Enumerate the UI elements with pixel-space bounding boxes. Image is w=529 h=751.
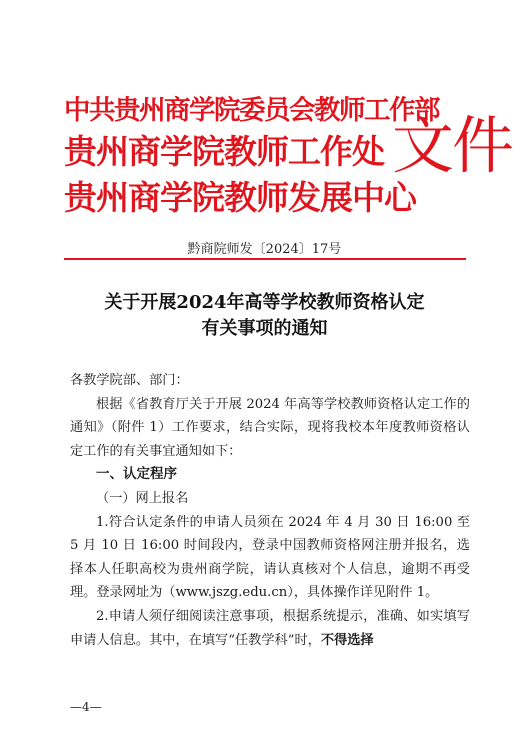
issuing-org-line-1: 中共贵州商学院委员会教师工作部: [64, 95, 439, 126]
document-mark: 文件: [392, 109, 513, 182]
document-title-line-1: 关于开展2024年高等学校教师资格认定: [104, 292, 425, 313]
red-divider-line: [64, 258, 466, 260]
issuing-org-line-2: 贵州商学院教师工作处: [64, 132, 384, 171]
item-2-paragraph: [70, 605, 470, 652]
issuing-org-line-3: 贵州商学院教师发展中心: [64, 178, 416, 217]
salutation: 各教学院部、部门：: [70, 373, 189, 388]
item-2-bold-text: 不得选择: [320, 632, 374, 648]
section-heading: 一、认定程序: [96, 466, 177, 483]
item-1-paragraph: 1.符合认定条件的申请人员须在 2024 年 4 月 30 日 16:00 至 5 月 10 日 16:00 时间段内，登录中国教师资格网注册并报名，选择本人任职高校为贵州商学院，请认真核对个人信息，逾期不再受理。登录网址为（www.jszg.edu.cn），具体操作详见附件 1。: [70, 514, 470, 601]
subsection-heading: （一）网上报名: [96, 490, 189, 506]
intro-paragraph: 根据《省教育厅关于开展 2024 年高等学校教师资格认定工作的通知》（附件 1）工作要求，结合实际，现将我校本年度教师资格认定工作的有关事宜通知如下：: [70, 396, 470, 459]
document-number: 黔商院师发〔2024〕17号: [187, 242, 342, 257]
item-2-text: 2.申请人须仔细阅读注意事项，根据系统提示，准确、如实填写申请人信息。其中，在填写“任教学科”时，: [70, 608, 470, 648]
page-number: —4—: [70, 700, 102, 714]
document-body: [70, 369, 470, 652]
document-title-line-2: 有关事项的通知: [201, 318, 328, 339]
